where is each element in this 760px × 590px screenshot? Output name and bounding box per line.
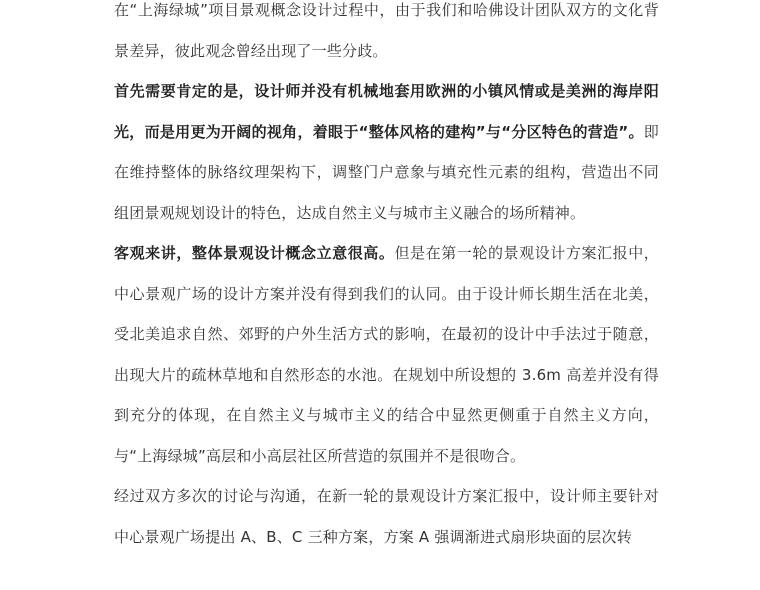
paragraph-2	[114, 71, 659, 233]
article-body	[114, 0, 659, 557]
paragraph-4	[114, 476, 659, 557]
paragraph-3	[114, 233, 659, 476]
paragraph-4-text: 经过双方多次的讨论与沟通，在新一轮的景观设计方案汇报中，设计师主要针对中心景观广场提出 A、B、C 三种方案，方案 A 强调渐进式扇形块面的层次转	[114, 487, 659, 546]
paragraph-1	[114, 0, 659, 71]
paragraph-1-text: 在“上海绿城”项目景观概念设计过程中，由于我们和哈佛设计团队双方的文化背景差异，彼此观念曾经出现了一些分歧。	[114, 1, 659, 60]
paragraph-3-bold: 客观来讲，整体景观设计概念立意很高。	[114, 244, 395, 262]
paragraph-2-text: 即在维持整体的脉络纹理架构下，调整门户意象与填充性元素的组构，营造出不同组团景观规划设计的特色，达成自然主义与城市主义融合的场所精神。	[114, 122, 659, 222]
paragraph-2-bold: 首先需要肯定的是，设计师并没有机械地套用欧洲的小镇风情或是美洲的海岸阳光，而是用更为开阔的视角，着眼于“整体风格的建构”与“分区特色的营造”。	[114, 82, 659, 141]
paragraph-3-text: 但是在第一轮的景观设计方案汇报中，中心景观广场的设计方案并没有得到我们的认同。由于设计师长期生活在北美，受北美追求自然、郊野的户外生活方式的影响，在最初的设计中手法过于随意，出现大片的疏林草地和自然形态的水池。在规划中所设想的 3.6m 高差并没有得到充分的体现，在自然主义与城市主义的结合中显然更侧重于自然主义方向，与“上海绿城”高层和小高层社区所营造的氛围并不是很吻合。	[114, 244, 659, 465]
